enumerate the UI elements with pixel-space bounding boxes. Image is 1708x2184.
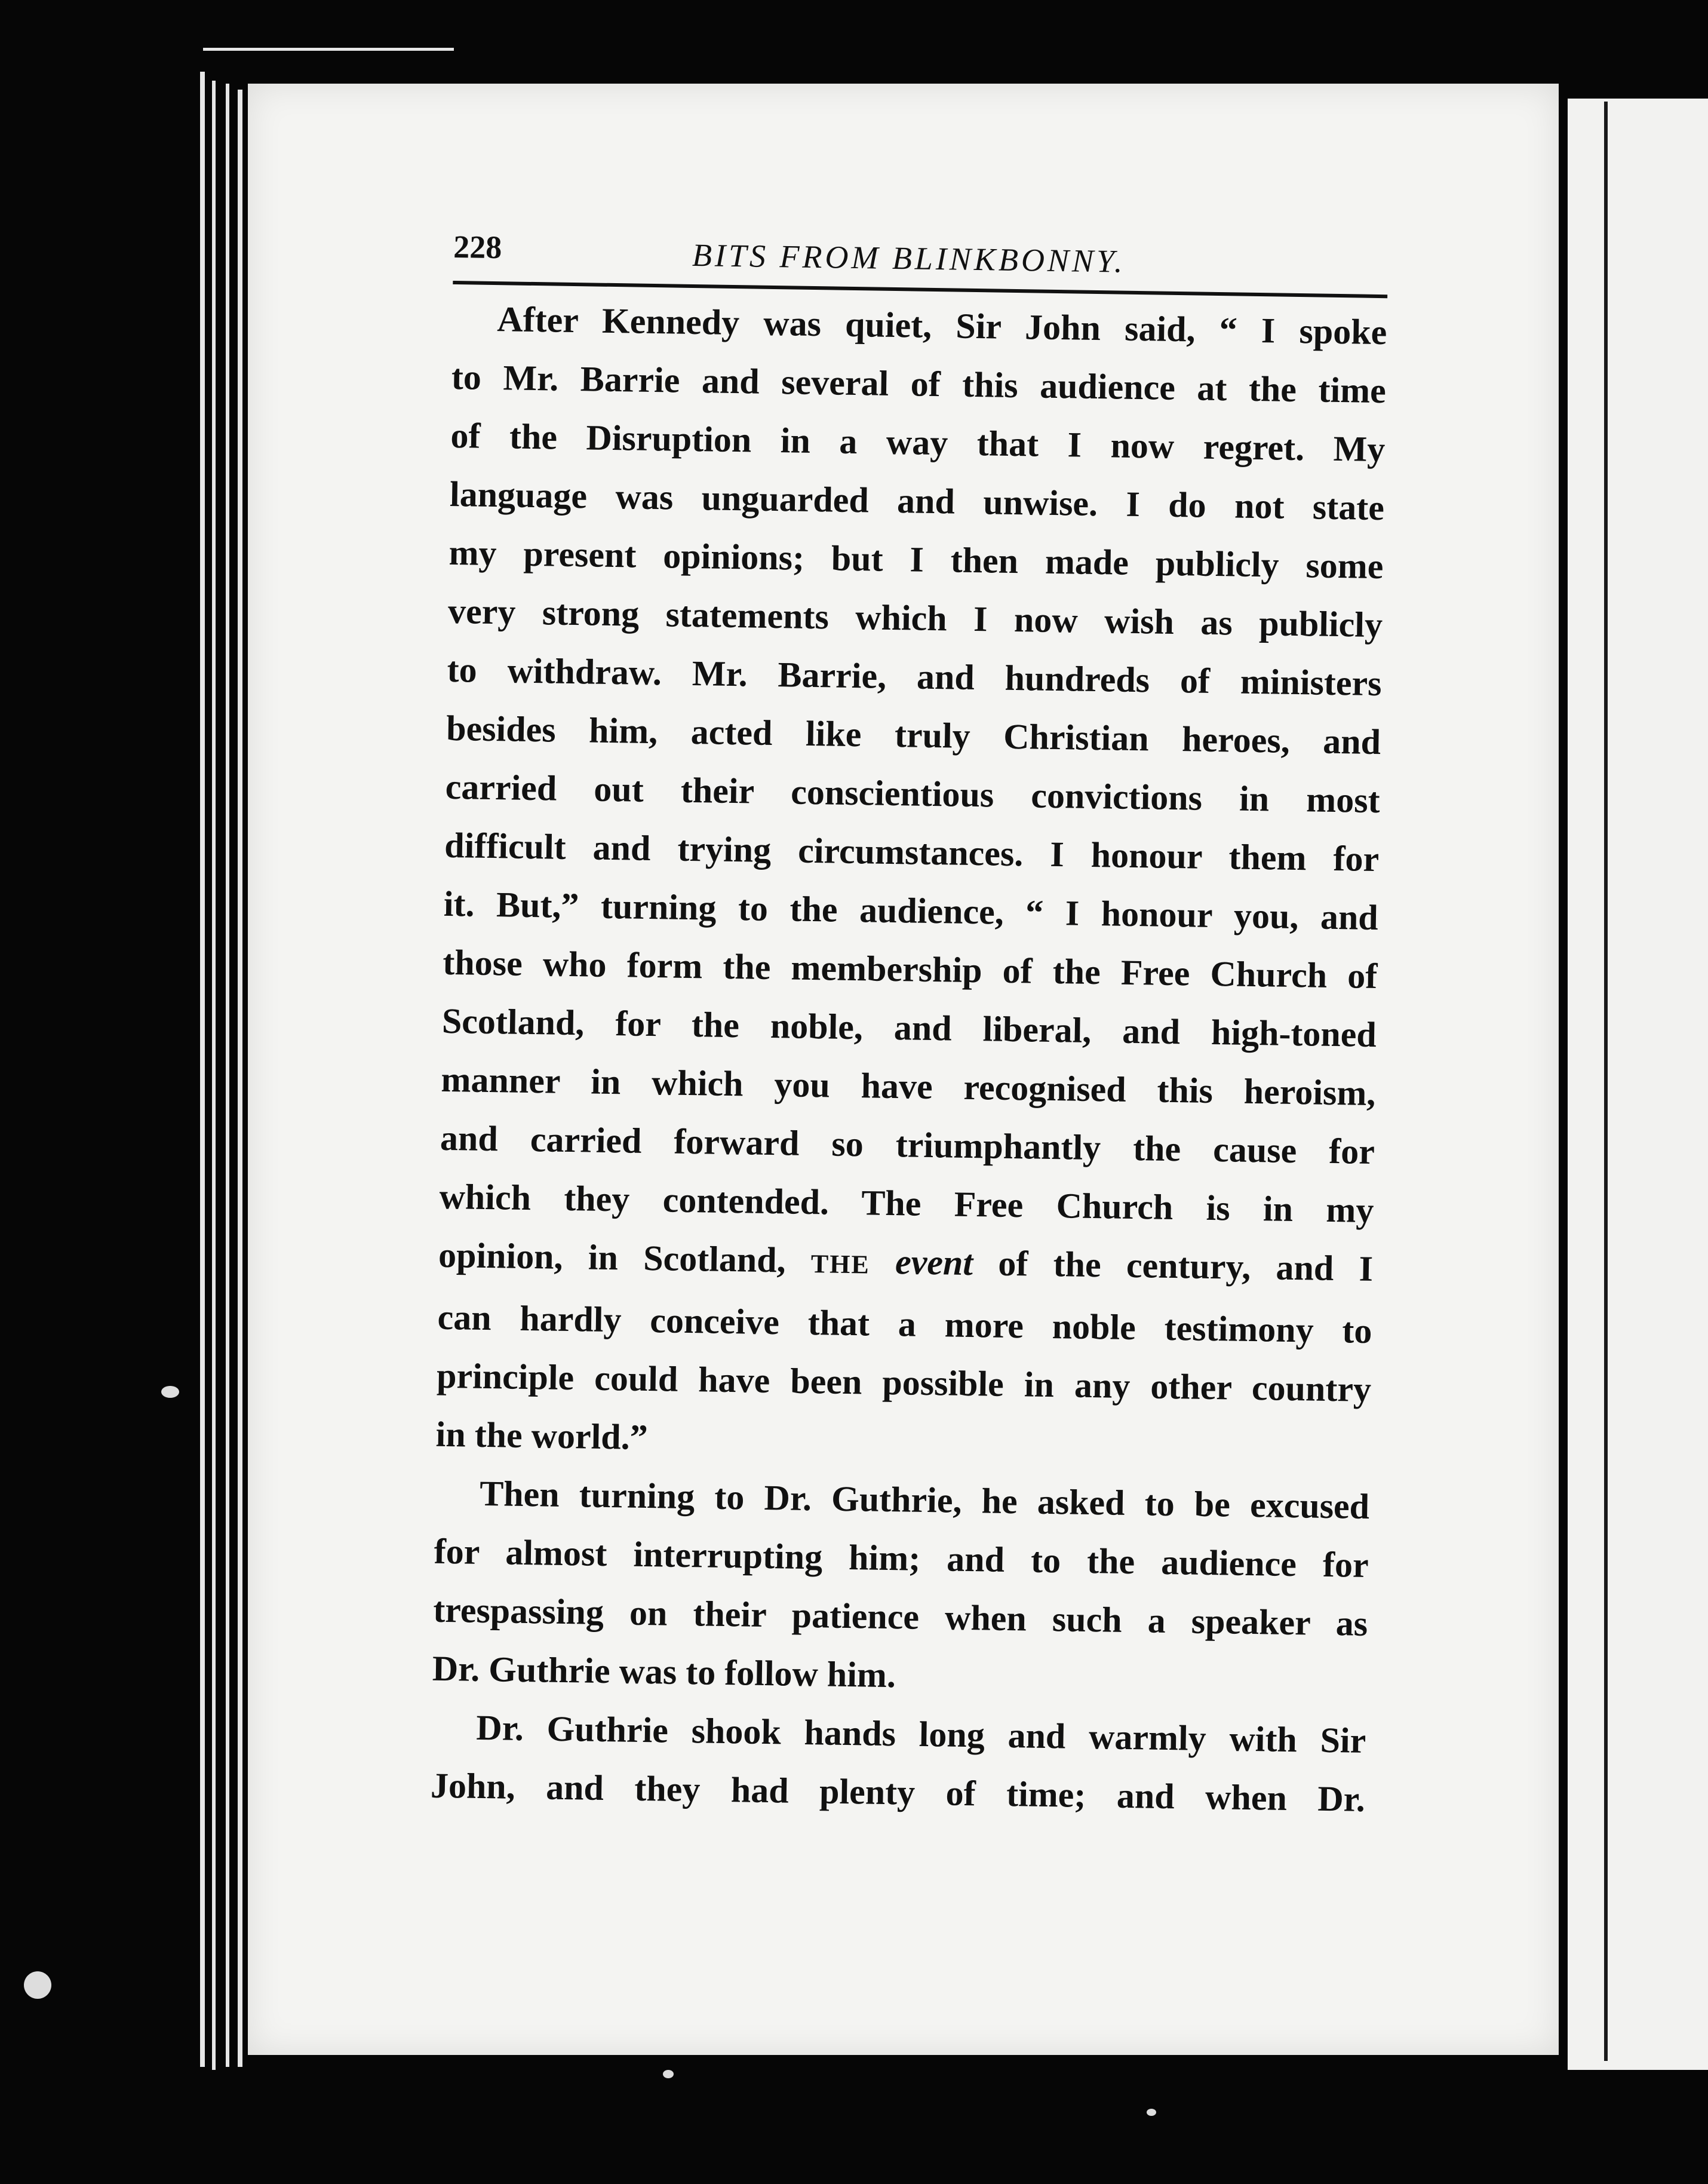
text-line: John, and they had plenty of time; and when Dr.: [430, 1765, 1366, 1819]
text-line: Dr. Guthrie shook hands long and warmly with Sir: [475, 1707, 1366, 1760]
page-edge-line: [226, 84, 229, 2067]
facing-page-border: [1604, 102, 1608, 2061]
italic-word: event: [895, 1242, 973, 1283]
text-line: besides him, acted like truly Christian heroes, and: [446, 708, 1381, 762]
facing-page-edge: [1568, 99, 1708, 2070]
scan-speck: [161, 1386, 179, 1398]
page-edge-line: [200, 72, 205, 2067]
paragraph-1: [435, 289, 1387, 1477]
running-head: [453, 215, 1388, 295]
text-line: of the Disruption in a way that I now regret. My: [450, 415, 1386, 470]
text-line: can hardly conceive that a more noble testimony to: [437, 1297, 1372, 1351]
text-line: Then turning to Dr. Guthrie, he asked to be excused: [479, 1473, 1370, 1526]
scan-speck: [663, 2070, 674, 2078]
page-edge-line: [212, 81, 216, 2070]
text-line: language was unguarded and unwise. I do not state: [449, 474, 1385, 528]
running-head-title: BITS FROM BLINKBONNY.: [692, 237, 1126, 280]
scan-speck: [24, 1971, 51, 1999]
paragraph-3: [430, 1698, 1366, 1829]
text-line: After Kennedy was quiet, Sir John said, “ I spoke: [496, 299, 1387, 352]
book-page: [248, 84, 1559, 2055]
text-line: those who form the membership of the Free Church of: [442, 942, 1378, 996]
smallcaps-word: THE: [810, 1249, 871, 1280]
text-line: which they contended. The Free Church is in my: [439, 1176, 1374, 1231]
text-run: of the century, and I: [972, 1243, 1374, 1289]
page-number: 228: [453, 228, 502, 266]
text-line: principle could have been possible in any other country: [436, 1355, 1372, 1409]
paragraph-2: [432, 1464, 1370, 1711]
text-line: and carried forward so triumphantly the cause for: [440, 1118, 1375, 1172]
text-line: for almost interrupting him; and to the audience for: [434, 1531, 1369, 1585]
text-line: very strong statements which I now wish as publicly: [447, 591, 1383, 645]
text-line: to withdraw. Mr. Barrie, and hundreds of ministers: [447, 649, 1383, 704]
text-line: trespassing on their patience when such a speaker as: [432, 1590, 1368, 1643]
page-edge-line: [238, 90, 242, 2067]
text-line: Dr. Guthrie was to follow him.: [432, 1648, 896, 1695]
text-line: in the world.”: [435, 1414, 649, 1458]
text-line: manner in which you have recognised this heroism,: [441, 1059, 1376, 1114]
scan-speck: [1147, 2109, 1156, 2116]
text-line: difficult and trying circumstances. I honour them for: [444, 825, 1380, 879]
text-line: my present opinions; but I then made publicly some: [448, 532, 1384, 587]
text-line: carried out their conscientious convictions in most: [445, 766, 1381, 821]
text-line: it. But,” turning to the audience, “ I honour you, and: [443, 884, 1379, 938]
text-run: opinion, in Scotland,: [438, 1235, 812, 1281]
text-line: Scotland, for the noble, and liberal, and high-toned: [441, 1001, 1377, 1055]
page-edge-line: [203, 48, 454, 51]
text-block: [430, 215, 1388, 1829]
text-line: to Mr. Barrie and several of this audience at the time: [451, 357, 1387, 411]
